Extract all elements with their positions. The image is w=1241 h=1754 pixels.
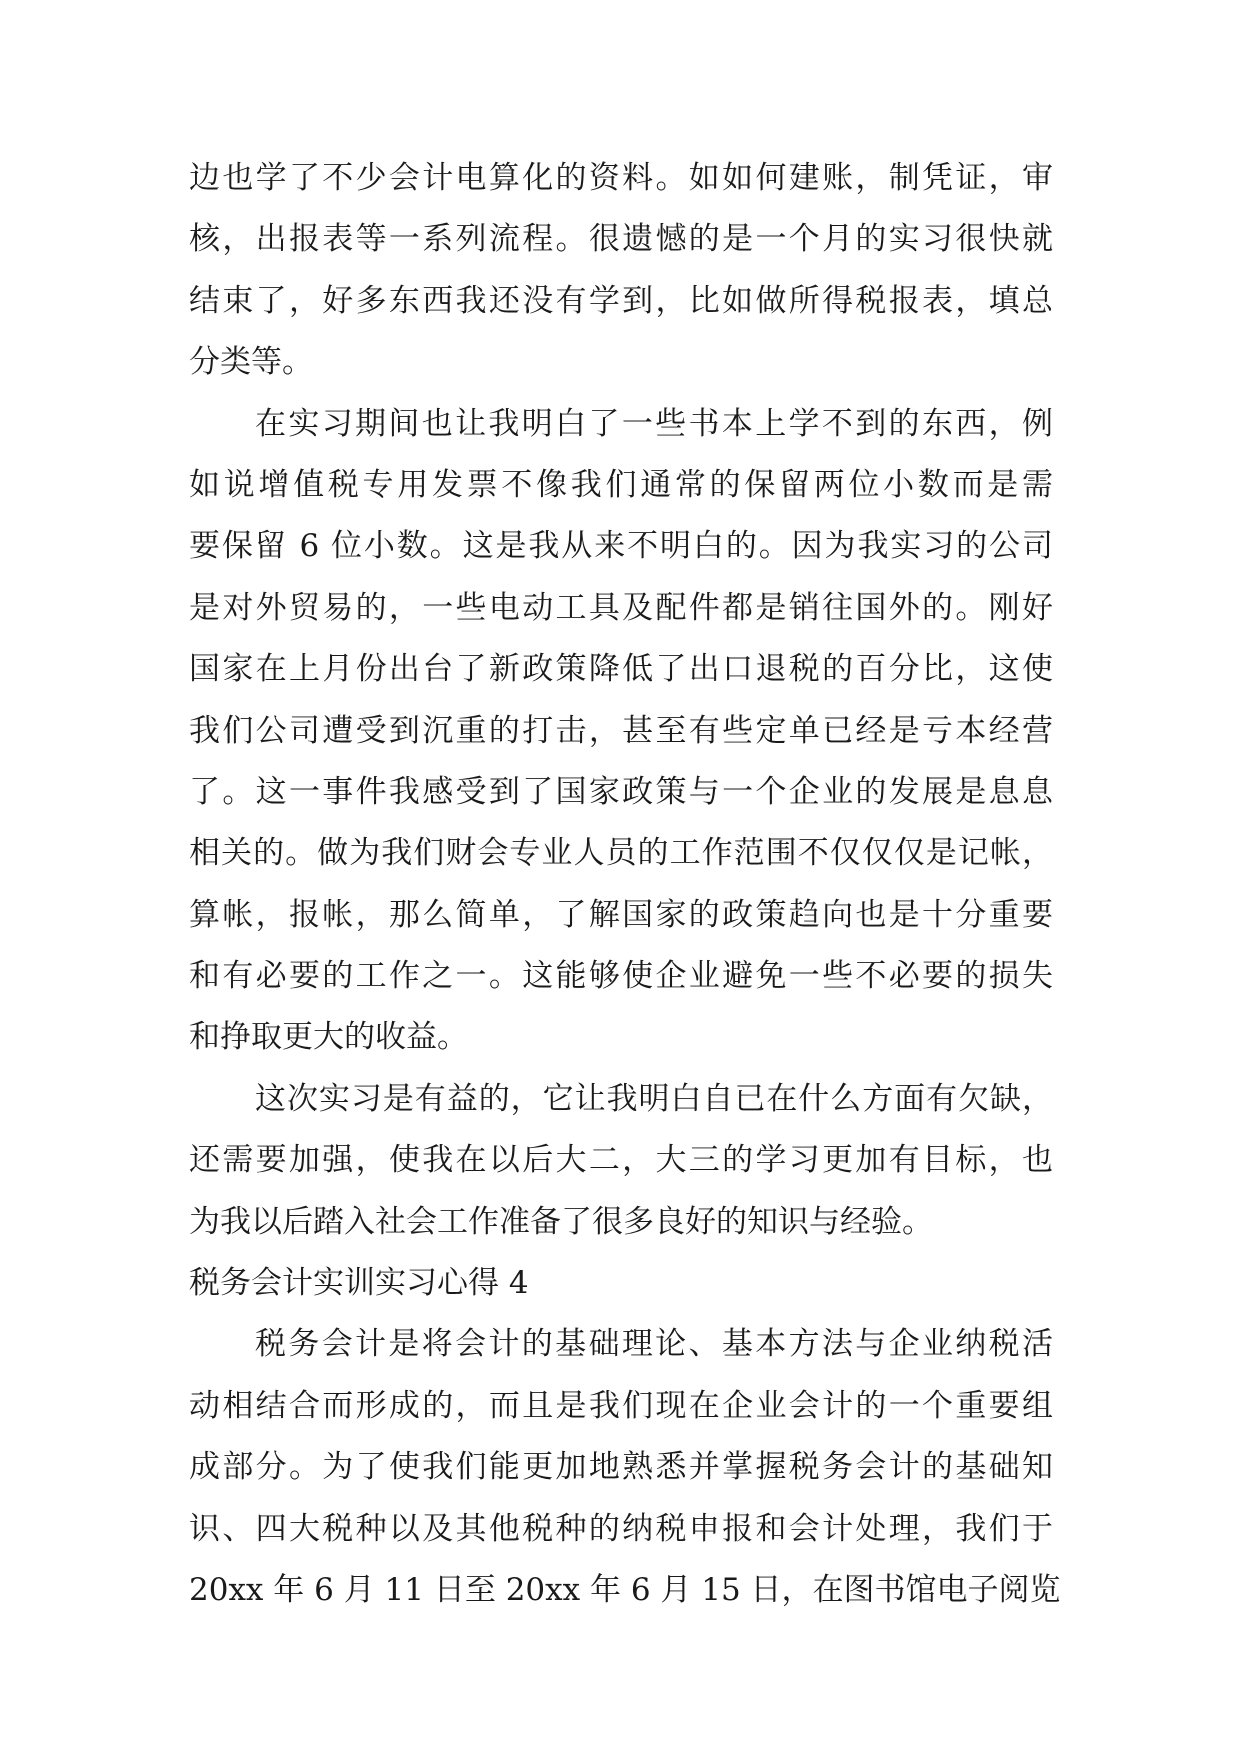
paragraph-4 bbox=[189, 1314, 1061, 1621]
text-line: 核，出报表等一系列流程。很遗憾的是一个月的实习很快就 bbox=[189, 221, 1053, 258]
text-line: 了。这一事件我感受到了国家政策与一个企业的发展是息息 bbox=[189, 773, 1053, 810]
text-line: 要保留 6 位小数。这是我从来不明白的。因为我实习的公司 bbox=[189, 528, 1053, 565]
text-line: 算帐，报帐，那么简单，了解国家的政策趋向也是十分重要 bbox=[189, 896, 1053, 933]
text-line: 分类等。 bbox=[189, 344, 313, 381]
text-line: 税务会计是将会计的基础理论、基本方法与企业纳税活 bbox=[255, 1326, 1053, 1363]
text-line: 如说增值税专用发票不像我们通常的保留两位小数而是需 bbox=[189, 466, 1053, 503]
paragraph-2 bbox=[189, 394, 1053, 1069]
paragraph-1 bbox=[189, 148, 1053, 394]
text-line: 20xx 年 6 月 11 日至 20xx 年 6 月 15 日，在图书馆电子阅览 bbox=[189, 1571, 1061, 1608]
text-line: 成部分。为了使我们能更加地熟悉并掌握税务会计的基础知 bbox=[189, 1449, 1053, 1486]
text-line: 结束了，好多东西我还没有学到，比如做所得税报表，填总 bbox=[189, 282, 1053, 319]
text-line: 和挣取更大的收益。 bbox=[189, 1019, 468, 1056]
text-line: 动相结合而形成的，而且是我们现在企业会计的一个重要组 bbox=[189, 1387, 1053, 1424]
document-body bbox=[189, 148, 1061, 1621]
text-line: 这次实习是有益的，它让我明白自已在什么方面有欠缺， bbox=[255, 1080, 1053, 1117]
section-heading: 税务会计实训实习心得 4 bbox=[189, 1265, 529, 1302]
text-line: 我们公司遭受到沉重的打击，甚至有些定单已经是亏本经营 bbox=[189, 712, 1053, 749]
text-line: 边也学了不少会计电算化的资料。如如何建账，制凭证，审 bbox=[189, 160, 1053, 196]
text-line: 相关的。做为我们财会专业人员的工作范围不仅仅仅是记帐， bbox=[189, 835, 1053, 872]
text-line: 在实习期间也让我明白了一些书本上学不到的东西，例 bbox=[255, 405, 1053, 442]
text-line: 国家在上月份出台了新政策降低了出口退税的百分比，这使 bbox=[189, 651, 1053, 688]
text-line: 还需要加强，使我在以后大二，大三的学习更加有目标，也 bbox=[189, 1142, 1053, 1179]
text-line: 识、四大税种以及其他税种的纳税申报和会计处理，我们于 bbox=[189, 1510, 1053, 1547]
text-line: 为我以后踏入社会工作准备了很多良好的知识与经验。 bbox=[189, 1203, 933, 1240]
text-line: 是对外贸易的，一些电动工具及配件都是销往国外的。刚好 bbox=[189, 589, 1053, 626]
text-line: 和有必要的工作之一。这能够使企业避免一些不必要的损失 bbox=[189, 958, 1053, 995]
paragraph-3 bbox=[189, 1069, 1053, 1253]
